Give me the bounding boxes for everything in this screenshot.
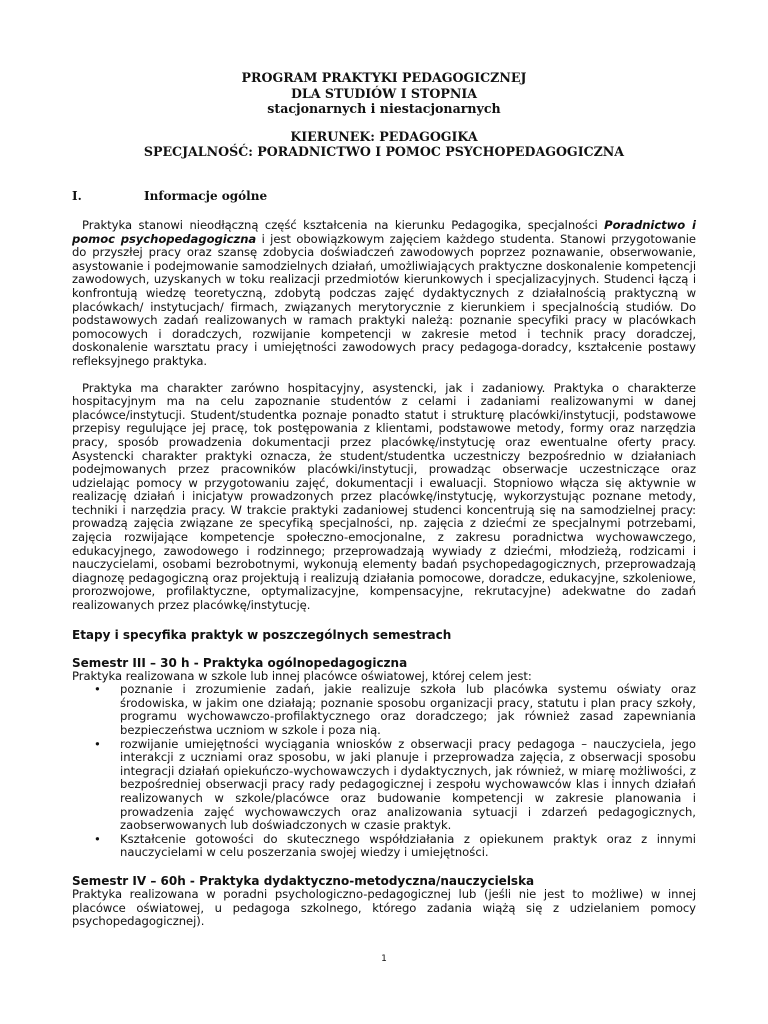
program-level: DLA STUDIÓW I STOPNIA	[290, 85, 478, 101]
paragraph-intro: Praktyka stanowi nieodłączną część kształcenia na kierunku Pedagogika, specjalności Poradnictwo i pomoc psychopedagogiczna i jest obowiązkowym zajęciem każdego studenta. Stanowi przygotowanie do przyszłej pracy oraz szansę zdobycia doświadczeń zawodowych poprzez poznawanie, obserwowanie, asystowanie i podejmowanie samodzielnych działań, umożliwiających praktyczne doskonalenie kompetencji zawodowych, uzyskanych w toku realizacji przedmiotów kierunkowych i specjalizacyjnych. Studenci łączą i konfrontują wiedzę teoretyczną, zdobytą podczas zajęć dydaktycznych z działalnością praktyczną w placówkach/ instytucjach/ firmach, związanych merytorycznie z kierunkiem i specjalnością studiów. Do podstawowych zadań realizowanych w ramach praktyki należą: poznanie specyfiki pracy w placówkach pomocowych i doradczych, rozwijanie kompetencji w zakresie metod i technik pracy doradczej, doskonalenie warsztatu pracy i umiejętności zawodowych pracy pedagoga-doradcy, kształcenie postawy refleksyjnego praktyka.	[72, 218, 697, 368]
semester-4-intro: Praktyka realizowana w poradni psychologiczno-pedagogicznej lub (jeśli nie jest to możliwe) w innej placówce oświatowej, u pedagoga szkolnego, którego zadania wiążą się z udzielaniem pomocy psychopedagogicznej).	[72, 886, 696, 929]
title-block	[72, 70, 696, 160]
semester-3-heading: Semestr III – 30 h - Praktyka ogólnopedagogiczna	[72, 655, 408, 670]
program-mode: stacjonarnych i niestacjonarnych	[267, 101, 501, 116]
list-item: • rozwijanie umiejętności wyciągania wniosków z obserwacji pracy pedagoga – nauczyciela, jego interakcji z uczniami oraz sposobu, w jaki planuje i przeprowadza zajęcia, z obserwacji sposobu integracji działań opiekuńczo-wychowawczych i dydaktycznych, jak również, w miarę możliwości, z bezpośredniej obserwacji pracy rady pedagogicznej i zespołu wychowawców klas i innych działań realizowanych w szkole/placówce oraz budowanie kompetencji w zakresie planowania i prowadzenia zajęć wychowawczych oraz analizowania sytuacji i zdarzeń pedagogicznych, zaobserwowanych lub doświadczonych w czasie praktyk.	[120, 738, 696, 833]
stages-heading: Etapy i specyfika praktyk w poszczególnych semestrach	[72, 627, 452, 642]
paragraph-character: Praktyka ma charakter zarówno hospitacyjny, asystencki, jak i zadaniowy. Praktyka o charakterze hospitacyjnym ma na celu zapoznanie studentów z celami i zadaniami realizowanymi w danej placówce/instytucji. Student/studentka poznaje ponadto statut i strukturę placówki/instytucji, podstawowe przepisy regulujące jej pracę, tok postępowania z klientami, podstawowe metody, formy oraz narzędzia pracy, sposób prowadzenia dokumentacji przez placówkę/instytucję oraz ewentualne oferty pracy. Asystencki charakter praktyki oznacza, że student/studentka uczestniczy bezpośrednio w działaniach podejmowanych przez pracowników placówki/instytucji, prowadząc obserwacje uczestniczące oraz udzielając pomocy w przygotowaniu zajęć, dokumentacji i ewaluacji. Stopniowo włącza się aktywnie w realizację działań i inicjatyw prowadzonych przez placówkę/instytucję, wykorzystując poznane metody, techniki i narzędzia pracy. W trakcie praktyki zadaniowej studenci koncentrują się na samodzielnej pracy: prowadzą zajęcia związane ze specyfiką specjalności, np. zajęcia z dziećmi ze specjalnymi potrzebami, zajęcia rozwijające kompetencje społeczno-emocjonalne, z zakresu poradnictwa wychowawczego, edukacyjnego, zawodowego i rodzinnego; przeprowadzają wywiady z dziećmi, młodzieżą, rodzicami i nauczycielami, osobami bezrobotnymi, wykonują elementy badań psychopedagogicznych, przeprowadzają diagnozę pedagogiczną oraz projektują i realizują działania pomocowe, doradcze, edukacyjne, szkoleniowe, prorozwojowe, profilaktyczne, optymalizacyjne, kompensacyjne, rekrutacyjne) adekwatne do zadań realizowanych przez placówkę/instytucję.	[72, 380, 696, 613]
specialization: SPECJALNOŚĆ: PORADNICTWO I POMOC PSYCHOPEDAGOGICZNA	[143, 144, 625, 159]
section-number: I.	[72, 189, 82, 203]
section-title: Informacje ogólne	[144, 189, 268, 203]
specialization-emphasis: Poradnictwo i pomoc psychopedagogiczna	[72, 218, 696, 246]
document-body	[72, 189, 696, 929]
list-item: • Kształcenie gotowości do skutecznego współdziałania z opiekunem praktyk oraz z innymi nauczycielami w celu poszerzania swojej wiedzy i umiejętności.	[120, 833, 696, 860]
field-of-study: KIERUNEK: PEDAGOGIKA	[290, 128, 478, 144]
semester-3-list	[72, 683, 696, 860]
section-heading	[72, 189, 696, 203]
semester-4-heading: Semestr IV – 60h - Praktyka dydaktyczno-metodyczna/nauczycielska	[72, 873, 535, 888]
semester-3-intro: Praktyka realizowana w szkole lub innej placówce oświatowej, której celem jest:	[72, 668, 532, 683]
program-title: PROGRAM PRAKTYKI PEDAGOGICZNEJ	[241, 70, 527, 85]
list-item: • poznanie i zrozumienie zadań, jakie realizuje szkoła lub placówka systemu oświaty oraz środowiska, w jakim one działają; poznanie sposobu organizacji pracy, statutu i plan pracy szkoły, programu wychowawczo-profilaktycznego oraz doradczego; jak również zasad zapewniania bezpieczeństwa uczniom w szkole i poza nią.	[120, 683, 696, 737]
page-number: 1	[381, 954, 387, 964]
